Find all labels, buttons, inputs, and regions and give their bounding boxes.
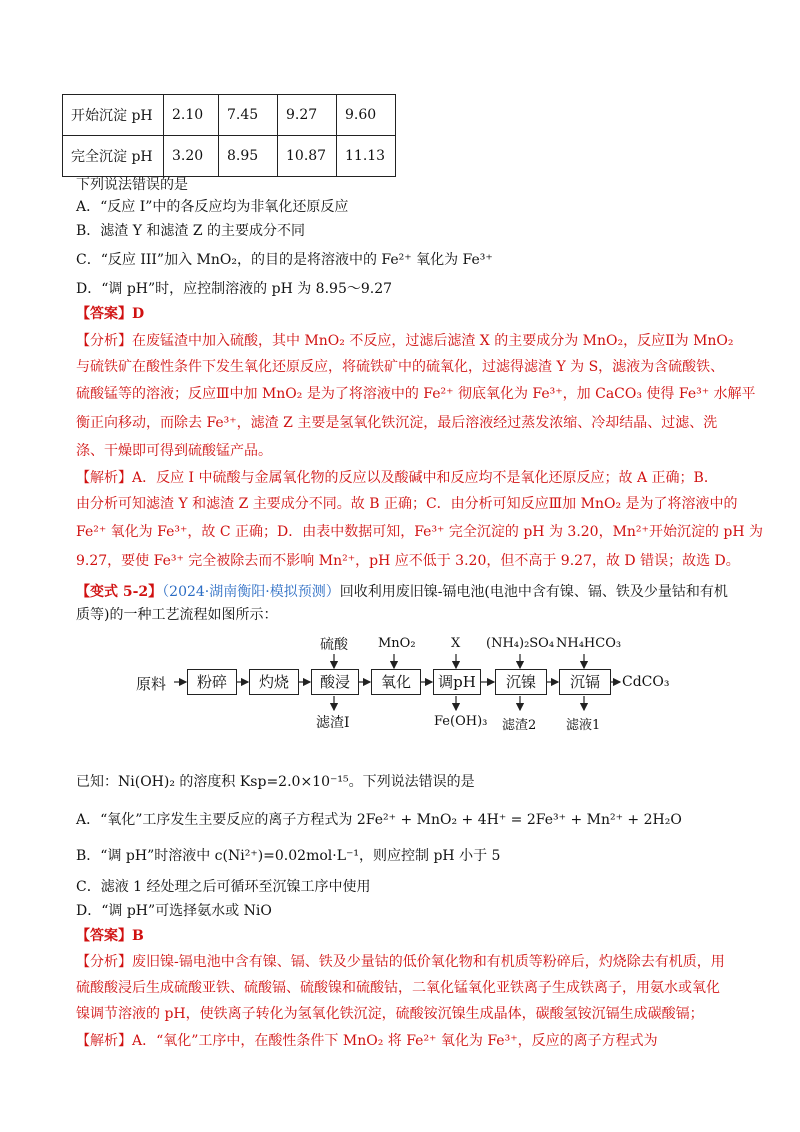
q1-explanation-line: 9.27，要使 Fe³⁺ 完全被除去而不影响 Mn²⁺，pH 应不低于 3.20，但不高于 9.27，故 D 错误；故选 D。 [76, 553, 740, 569]
q1-explanation-line: 【解析】A．反应 I 中硫酸与金属氧化物的反应以及酸碱中和反应均不是氧化还原反应；故 A 正确；B． [76, 470, 718, 486]
flow-end-label: CdCO₃ [622, 674, 670, 690]
table-cell: 9.60 [337, 95, 396, 136]
q2-analysis-line: 【分析】废旧镍-镉电池中含有镍、镉、铁及少量钴的低价氧化物和有机质等粉碎后，灼烧除去有机质，用 [76, 954, 725, 970]
table-row [63, 95, 396, 136]
q1-analysis-line: 衡正向移动，而除去 Fe³⁺，滤渣 Z 主要是氢氧化铁沉淀，最后溶液经过蒸发浓缩、冷却结晶、过滤、洗 [76, 415, 718, 431]
flow-step-oxidize: 氧化 [371, 669, 421, 695]
q1-option-a: A．“反应 I”中的各反应均为非氧化还原反应 [76, 199, 349, 215]
flow-step-precipitate-cd: 沉镉 [559, 669, 611, 695]
flow-output-residue-1: 滤渣I [316, 715, 350, 731]
table-cell: 完全沉淀 pH [63, 136, 164, 177]
q2-stem-line2: 质等)的一种工艺流程如图所示： [76, 607, 278, 623]
q2-analysis-line: 硫酸酸浸后生成硫酸亚铁、硫酸镉、硫酸镍和硫酸钴，二氧化锰氧化亚铁离子生成铁离子，用氨水或氧化 [76, 980, 720, 996]
flow-input-x: X [451, 636, 461, 651]
flow-output-residue-2: 滤渣2 [502, 718, 537, 733]
q1-analysis-line: 【分析】在废锰渣中加入硫酸，其中 MnO₂ 不反应，过滤后滤渣 X 的主要成分为 MnO₂，反应Ⅱ为 MnO₂ [76, 333, 734, 349]
q2-option-b: B．“调 pH”时溶液中 c(Ni²⁺)=0.02mol·L⁻¹，则应控制 pH 小于 5 [76, 848, 501, 864]
flow-step-precipitate-ni: 沉镍 [495, 669, 547, 695]
q2-option-c: C．滤液 1 经处理之后可循环至沉镍工序中使用 [76, 879, 371, 895]
flow-input-ammonium-bicarbonate: NH₄HCO₃ [556, 636, 622, 651]
q1-analysis-line: 涤、干燥即可得到硫酸锰产品。 [76, 443, 272, 459]
q1-option-b: B．滤渣 Y 和滤渣 Z 的主要成分不同 [76, 223, 306, 239]
q1-analysis-line: 与硫铁矿在酸性条件下发生氧化还原反应，将硫铁矿中的硫氧化，过滤得滤渣 Y 为 S，滤液为含硫酸铁、 [76, 359, 725, 375]
flow-step-acid-leach: 酸浸 [311, 669, 359, 695]
q2-answer: 【答案】B [76, 928, 144, 944]
table-cell: 10.87 [278, 136, 337, 177]
table-row [63, 136, 396, 177]
q1-option-d: D．“调 pH”时，应控制溶液的 pH 为 8.95～9.27 [76, 281, 393, 297]
table-cell: 2.10 [164, 95, 219, 136]
ph-table [62, 94, 396, 177]
q1-option-c: C．“反应 III”加入 MnO₂，的目的是将溶液中的 Fe²⁺ 氧化为 Fe³⁺ [76, 252, 493, 268]
flow-output-iron-hydroxide: Fe(OH)₃ [434, 714, 488, 729]
flow-step-crush: 粉碎 [187, 669, 237, 695]
table-cell: 9.27 [278, 95, 337, 136]
q1-explanation-line: 由分析可知滤渣 Y 和滤渣 Z 主要成分不同。故 B 正确；C．由分析可知反应Ⅲ加 MnO₂ 是为了将溶液中的 [76, 496, 738, 512]
flow-start-label: 原料 [136, 675, 167, 693]
q2-explanation-line: 【解析】A．“氧化”工序中，在酸性条件下 MnO₂ 将 Fe²⁺ 氧化为 Fe³⁺，反应的离子方程式为 [76, 1033, 658, 1049]
table-cell: 3.20 [164, 136, 219, 177]
table-cell: 7.45 [219, 95, 278, 136]
q2-option-d: D．“调 pH”可选择氨水或 NiO [76, 903, 272, 919]
process-flow-diagram [136, 630, 676, 765]
q1-explanation-line: Fe²⁺ 氧化为 Fe³⁺，故 C 正确；D．由表中数据可知，Fe³⁺ 完全沉淀的 pH 为 3.20，Mn²⁺开始沉淀的 pH 为 [76, 524, 764, 540]
table-cell: 11.13 [337, 136, 396, 177]
flow-input-mno2: MnO₂ [378, 636, 416, 651]
q2-tag: 【变式 5-2】 [76, 584, 163, 600]
table-cell: 开始沉淀 pH [63, 95, 164, 136]
q2-header [76, 582, 728, 602]
q1-answer: 【答案】D [76, 306, 145, 322]
flow-step-roast: 灼烧 [249, 669, 299, 695]
flow-step-adjust-ph: 调pH [433, 669, 481, 695]
table-cell: 8.95 [219, 136, 278, 177]
q2-analysis-line: 镍调节溶液的 pH，使铁离子转化为氢氧化铁沉淀，硫酸铵沉镍生成晶体，碳酸氢铵沉镉生成碳酸镉； [76, 1006, 704, 1022]
q2-option-a: A．“氧化”工序发生主要反应的离子方程式为 2Fe²⁺ + MnO₂ + 4H⁺ = 2Fe³⁺ + Mn²⁺ + 2H₂O [76, 812, 682, 828]
q2-stem-part1: 回收利用废旧镍-镉电池(电池中含有镍、镉、铁及少量钴和有机 [339, 584, 728, 600]
flow-input-ammonium-sulfate: (NH₄)₂SO₄ [486, 636, 555, 651]
q2-known: 已知：Ni(OH)₂ 的溶度积 Ksp=2.0×10⁻¹⁵。下列说法错误的是 [76, 774, 475, 790]
q2-source: （2024·湖南衡阳·模拟预测） [162, 584, 340, 600]
flow-output-filtrate-1: 滤液1 [566, 718, 601, 733]
flow-input-sulfuric-acid: 硫酸 [320, 637, 348, 653]
q1-stem: 下列说法错误的是 [76, 177, 188, 193]
q1-analysis-line: 硫酸锰等的溶液；反应Ⅲ中加 MnO₂ 是为了将溶液中的 Fe²⁺ 彻底氧化为 Fe³⁺，加 CaCO₃ 使得 Fe³⁺ 水解平 [76, 386, 756, 402]
